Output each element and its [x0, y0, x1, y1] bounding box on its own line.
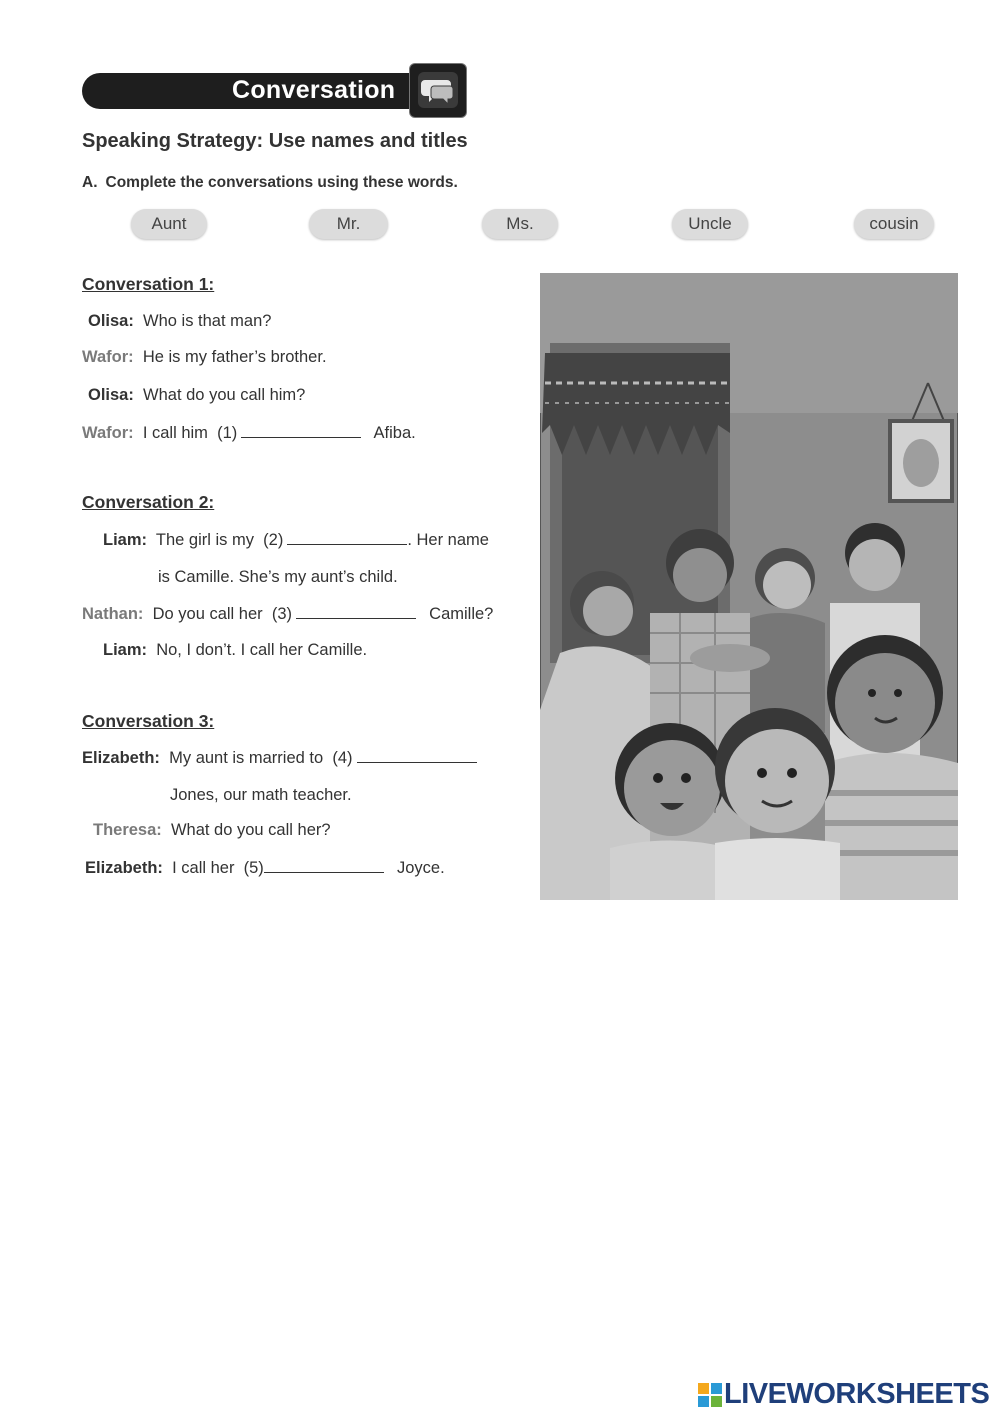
- blank-number: (5): [243, 859, 264, 877]
- page-title: Conversation: [232, 76, 396, 104]
- answer-blank-2[interactable]: [287, 530, 407, 545]
- speaker-name: Olisa:: [88, 312, 134, 330]
- dialogue-text: Joyce.: [396, 859, 445, 877]
- dialogue-text: My aunt is married to: [169, 749, 324, 767]
- dialogue-text: I call her: [172, 859, 235, 877]
- speaker-name: Wafor:: [82, 424, 134, 442]
- word-chip-aunt[interactable]: Aunt: [131, 209, 207, 239]
- conversation-2-heading: Conversation 2:: [82, 492, 215, 512]
- speaker-name: Elizabeth:: [85, 859, 163, 877]
- dialogue-line: [85, 858, 445, 878]
- answer-blank-3[interactable]: [296, 604, 416, 619]
- dialogue-text: Do you call her: [152, 605, 263, 623]
- word-chip-uncle[interactable]: Uncle: [672, 209, 748, 239]
- word-chip-cousin[interactable]: cousin: [854, 209, 934, 239]
- dialogue-line: [103, 530, 489, 550]
- exercise-letter: A.: [82, 174, 98, 191]
- dialogue-line: [82, 748, 481, 768]
- answer-blank-5[interactable]: [264, 858, 384, 873]
- dialogue-text: Afiba.: [373, 424, 416, 442]
- dialogue-line: [88, 312, 271, 331]
- dialogue-text: Jones, our math teacher.: [170, 786, 352, 804]
- dialogue-line: [103, 641, 367, 660]
- speaker-name: Wafor:: [82, 348, 134, 366]
- dialogue-line: [158, 568, 398, 587]
- exercise-instruction: [82, 174, 458, 192]
- dialogue-text: Camille?: [429, 605, 494, 623]
- dialogue-line: [82, 604, 493, 624]
- dialogue-text: . Her name: [407, 531, 489, 549]
- dialogue-text: Who is that man?: [143, 312, 272, 330]
- dialogue-text: The girl is my: [155, 531, 254, 549]
- dialogue-text: He is my father’s brother.: [142, 348, 327, 366]
- dialogue-line: [82, 423, 416, 443]
- speaker-name: Liam:: [103, 641, 148, 659]
- word-chip-mr[interactable]: Mr.: [309, 209, 388, 239]
- answer-blank-1[interactable]: [241, 423, 361, 438]
- liveworksheets-logo: [698, 1378, 989, 1411]
- dialogue-text: I call him: [142, 424, 208, 442]
- dialogue-text: No, I don’t. I call her Camille.: [156, 641, 368, 659]
- blank-number: (4): [332, 749, 353, 767]
- conversation-3-heading: Conversation 3:: [82, 711, 215, 731]
- speaker-name: Olisa:: [88, 386, 134, 404]
- dialogue-text: What do you call him?: [143, 386, 306, 404]
- speech-bubbles-icon: [409, 63, 467, 118]
- dialogue-text: What do you call her?: [170, 821, 331, 839]
- conversation-1-heading: Conversation 1:: [82, 274, 215, 294]
- speaker-name: Theresa:: [93, 821, 162, 839]
- blank-number: (1): [217, 424, 238, 442]
- footer-brand: LIVEWORKSHEETS: [724, 1378, 990, 1410]
- speaker-name: Liam:: [103, 531, 148, 549]
- answer-blank-4[interactable]: [357, 748, 477, 763]
- instruction-text: Complete the conversations using these words.: [105, 174, 458, 191]
- blank-number: (3): [271, 605, 292, 623]
- family-gathering-illustration: [540, 273, 958, 900]
- dialogue-text: is Camille. She’s my aunt’s child.: [158, 568, 398, 586]
- dialogue-line: [88, 386, 305, 405]
- speaker-name: Nathan:: [82, 605, 144, 623]
- blank-number: (2): [263, 531, 284, 549]
- word-chip-ms[interactable]: Ms.: [482, 209, 558, 239]
- dialogue-line: [170, 786, 352, 805]
- speaker-name: Elizabeth:: [82, 749, 160, 767]
- dialogue-line: [82, 348, 327, 367]
- speaking-strategy-title: Speaking Strategy: Use names and titles: [82, 130, 468, 152]
- dialogue-line: [93, 821, 331, 840]
